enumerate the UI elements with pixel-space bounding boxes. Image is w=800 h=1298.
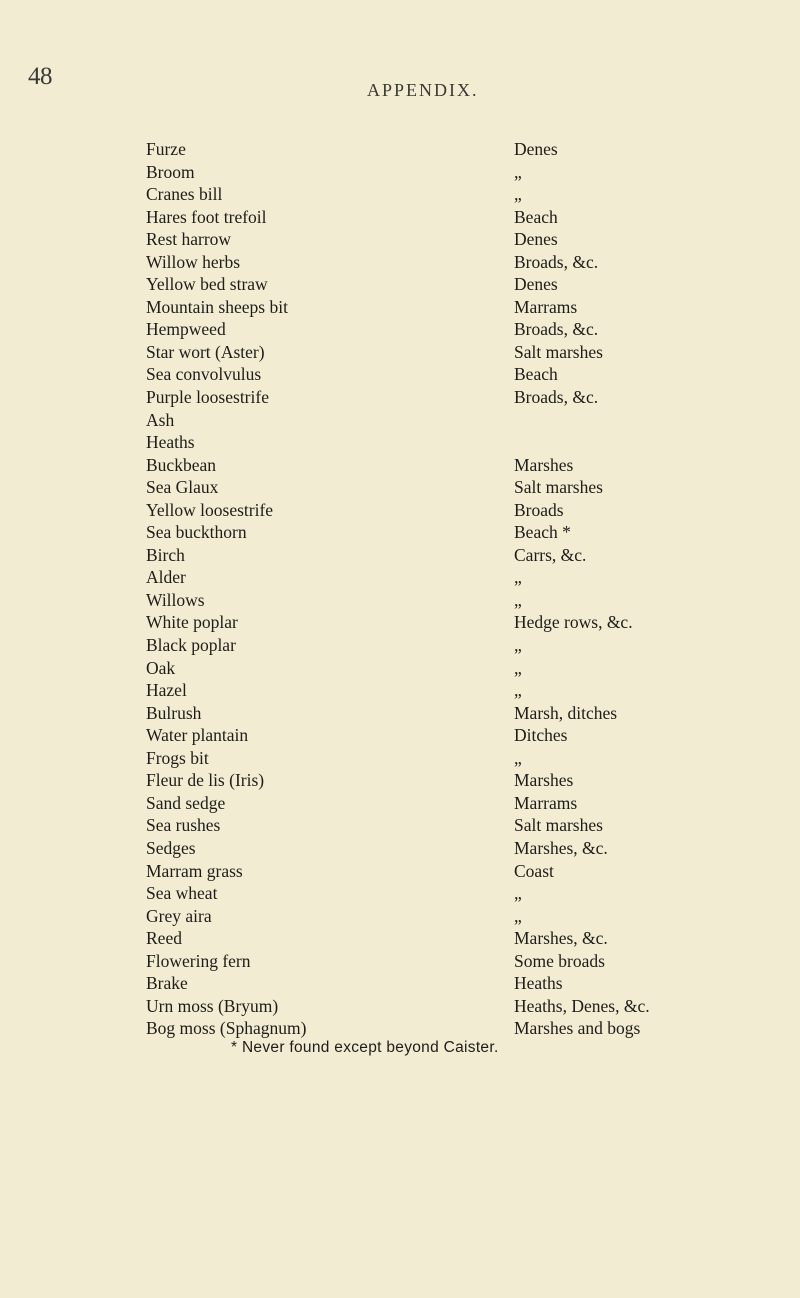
- table-row: [0, 837, 800, 860]
- habitat: „: [514, 657, 522, 678]
- habitat: Marshes, &c.: [514, 837, 608, 858]
- habitat: „: [514, 747, 522, 768]
- habitat: „: [514, 905, 522, 926]
- habitat: Denes: [514, 274, 558, 295]
- habitat: „: [514, 680, 522, 701]
- table-row: [0, 499, 800, 522]
- plant-name: Furze: [146, 139, 186, 159]
- table-row: [0, 363, 800, 386]
- table-row: [0, 860, 800, 883]
- habitat: Hedge rows, &c.: [514, 612, 633, 633]
- plant-name: Yellow bed straw: [146, 274, 268, 295]
- plant-name: Bulrush: [146, 702, 202, 723]
- plant-name: Urn moss (Bryum): [146, 995, 279, 1016]
- table-row: [0, 747, 800, 770]
- habitat: Carrs, &c.: [514, 544, 587, 565]
- plant-name: Buckbean: [146, 454, 216, 475]
- plant-name: Mountain sheeps bit: [146, 296, 288, 317]
- table-row: [0, 251, 800, 274]
- plant-name: Hazel: [146, 680, 187, 701]
- habitat: Marshes and bogs: [514, 1018, 641, 1039]
- habitat: Denes: [514, 139, 558, 159]
- habitat: Salt marshes: [514, 341, 603, 362]
- plant-name: Willow herbs: [146, 251, 241, 272]
- table-row: [0, 206, 800, 229]
- table-row: [0, 679, 800, 702]
- table-row: [0, 454, 800, 477]
- habitat: „: [514, 883, 522, 904]
- plant-name: Sedges: [146, 837, 196, 858]
- habitat: Some broads: [514, 950, 605, 971]
- plant-name: Reed: [146, 928, 182, 949]
- plant-name: Sea Glaux: [146, 477, 219, 498]
- habitat: Denes: [514, 229, 558, 250]
- table-row: [0, 409, 800, 432]
- habitat: Heaths, Denes, &c.: [514, 995, 650, 1016]
- habitat: Coast: [514, 860, 554, 881]
- habitat: Marshes: [514, 770, 574, 791]
- table-row: [0, 521, 800, 544]
- habitat: Marshes, &c.: [514, 928, 608, 949]
- table-row: [0, 972, 800, 995]
- plant-name: Brake: [146, 973, 188, 994]
- table-row: [0, 882, 800, 905]
- footnote: * Never found except beyond Caister.: [231, 1039, 499, 1056]
- plant-name: Water plantain: [146, 725, 249, 746]
- plant-name: Hares foot trefoil: [146, 206, 267, 227]
- table-row: [0, 386, 800, 409]
- table-row: [0, 657, 800, 680]
- habitat: Salt marshes: [514, 477, 603, 498]
- table-row: [0, 702, 800, 725]
- plant-name: Heaths: [146, 432, 195, 453]
- table-row: [0, 995, 800, 1018]
- habitat: Broads, &c.: [514, 319, 599, 340]
- habitat: Beach *: [514, 522, 571, 543]
- plant-name: Hempweed: [146, 319, 226, 340]
- table-row: [0, 228, 800, 251]
- plant-name: Sand sedge: [146, 792, 226, 813]
- plant-name: Yellow loosestrife: [146, 499, 274, 520]
- table-row: [0, 341, 800, 364]
- table-row: [0, 1017, 800, 1040]
- habitat: Ditches: [514, 725, 568, 746]
- habitat: „: [514, 567, 522, 588]
- table-row: [0, 634, 800, 657]
- table-row: [0, 476, 800, 499]
- table-row: [0, 927, 800, 950]
- plant-name: Oak: [146, 657, 176, 678]
- table-row: [0, 318, 800, 341]
- table-row: [0, 814, 800, 837]
- page-number: 48: [28, 63, 52, 90]
- table-row: [0, 589, 800, 612]
- table-row: [0, 950, 800, 973]
- plant-name: Grey aira: [146, 905, 212, 926]
- plant-name: Star wort (Aster): [146, 341, 265, 362]
- habitat: Broads, &c.: [514, 251, 599, 272]
- running-head: APPENDIX.: [367, 80, 479, 100]
- habitat: Heaths: [514, 973, 563, 994]
- habitat: Salt marshes: [514, 815, 603, 836]
- plant-name: Purple loosestrife: [146, 387, 269, 408]
- habitat: Broads: [514, 499, 564, 520]
- habitat: „: [514, 161, 522, 182]
- habitat: Marshes: [514, 454, 574, 475]
- plant-name: White poplar: [146, 612, 238, 633]
- plant-name: Broom: [146, 161, 195, 182]
- table-row: [0, 161, 800, 184]
- table-row: [0, 566, 800, 589]
- table-row: [0, 544, 800, 567]
- table-row: [0, 296, 800, 319]
- table-row: [0, 611, 800, 634]
- plant-name: Sea rushes: [146, 815, 221, 836]
- plant-name: Marram grass: [146, 860, 243, 881]
- plant-name: Black poplar: [146, 635, 236, 656]
- table-row: [0, 138, 800, 161]
- habitat: Marrams: [514, 296, 578, 317]
- plant-name: Frogs bit: [146, 747, 209, 768]
- habitat: Marrams: [514, 792, 578, 813]
- table-row: [0, 273, 800, 296]
- table-row: [0, 792, 800, 815]
- plant-name: Birch: [146, 544, 185, 565]
- table-row: [0, 905, 800, 928]
- table-row: [0, 724, 800, 747]
- plant-name: Cranes bill: [146, 184, 223, 205]
- table-row: [0, 183, 800, 206]
- plant-name: Bog moss (Sphagnum): [146, 1018, 307, 1039]
- plant-name: Rest harrow: [146, 229, 232, 250]
- plant-name: Flowering fern: [146, 950, 251, 971]
- plant-name: Sea convolvulus: [146, 364, 262, 385]
- plant-habitat-table: [0, 138, 800, 1040]
- habitat: Broads, &c.: [514, 387, 599, 408]
- plant-name: Alder: [146, 567, 186, 588]
- habitat: „: [514, 635, 522, 656]
- plant-name: Sea wheat: [146, 883, 218, 904]
- plant-name: Willows: [146, 589, 205, 610]
- habitat: „: [514, 589, 522, 610]
- table-row: [0, 769, 800, 792]
- plant-name: Ash: [146, 409, 175, 430]
- habitat: Beach: [514, 206, 558, 227]
- plant-name: Fleur de lis (Iris): [146, 770, 265, 791]
- table-row: [0, 431, 800, 454]
- habitat: Beach: [514, 364, 558, 385]
- plant-name: Sea buckthorn: [146, 522, 247, 543]
- habitat: Marsh, ditches: [514, 702, 618, 723]
- habitat: „: [514, 184, 522, 205]
